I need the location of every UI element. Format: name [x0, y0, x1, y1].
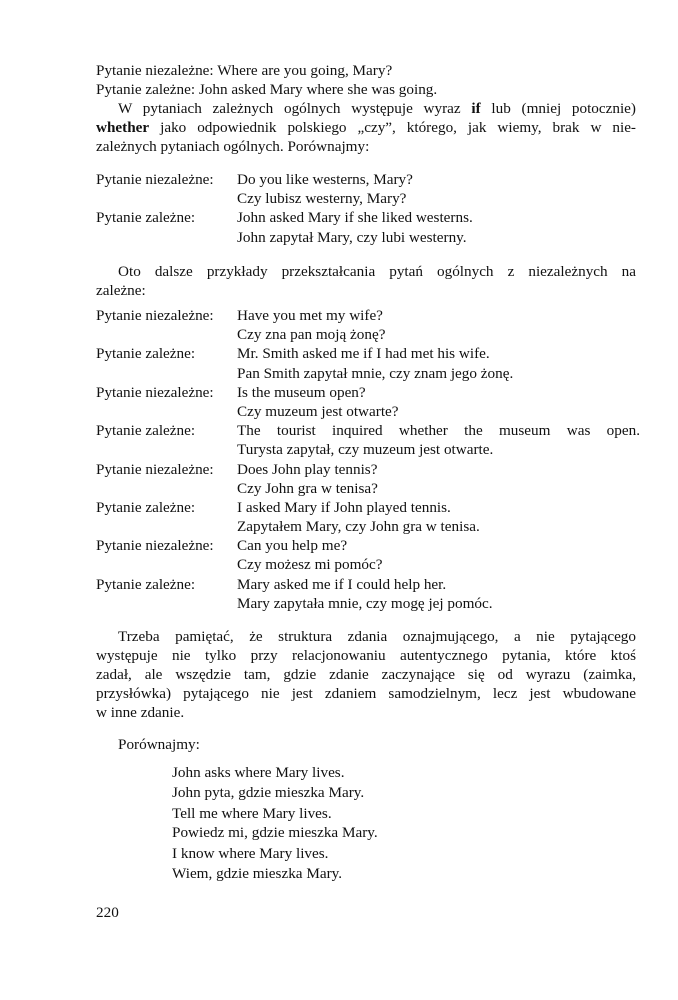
intro-section	[96, 61, 636, 156]
example-text: Mary asked me if I could help her.	[237, 575, 447, 593]
example-label	[96, 402, 237, 421]
compare-polish: Powiedz mi, gdzie mieszka Mary.	[172, 824, 378, 841]
intro-example-line	[96, 61, 636, 80]
example-text: Mr. Smith asked me if I had met his wife.	[237, 345, 490, 363]
example-label: Pytanie niezależne:	[96, 383, 214, 401]
example-text: Czy John gra w tenisa?	[237, 479, 378, 497]
example-label: Pytanie zależne:	[96, 81, 196, 98]
example-text: I asked Mary if John played tennis.	[237, 498, 451, 516]
paragraph-line: w inne zdanie.	[96, 704, 185, 721]
example-row	[96, 440, 640, 459]
example-row	[96, 228, 640, 247]
example-row	[96, 575, 640, 594]
example-row	[96, 208, 640, 227]
example-label: Pytanie zależne:	[96, 345, 196, 363]
paragraph-line: W pytaniach zależnych ogólnych występuje wyraz if lub (mniej potocznie)	[118, 100, 636, 117]
example-label	[96, 517, 237, 536]
example-text: Mary zapytała mnie, czy mogę jej pomóc.	[237, 594, 493, 612]
example-label	[96, 440, 237, 459]
example-text: John zapytał Mary, czy lubi westerny.	[237, 228, 467, 246]
paragraph-line: zależne:	[96, 282, 146, 299]
example-text: Czy lubisz westerny, Mary?	[237, 190, 407, 208]
paragraph-line: Oto dalsze przykłady przekształcania pytań ogólnych z niezależnych na	[118, 263, 636, 280]
example-text: Do you like westerns, Mary?	[237, 171, 413, 188]
paragraph-line: zależnych pytaniach ogólnych. Porównajmy:	[96, 138, 370, 155]
example-label	[96, 364, 237, 383]
example-table-2	[96, 306, 640, 613]
page-number: 220	[96, 904, 119, 921]
compare-heading-block	[96, 735, 636, 754]
example-row	[96, 517, 640, 536]
example-text: Is the museum open?	[237, 383, 366, 401]
example-row	[96, 594, 640, 613]
example-label: Pytanie zależne:	[96, 209, 196, 227]
example-table-1	[96, 170, 640, 247]
example-label	[96, 555, 237, 574]
example-label	[96, 325, 237, 344]
example-row	[96, 306, 640, 325]
example-row	[96, 460, 640, 479]
example-label: Pytanie zależne:	[96, 575, 196, 593]
example-label: Pytanie niezależne:	[96, 537, 214, 555]
compare-english: Tell me where Mary lives.	[172, 804, 332, 822]
example-row	[96, 189, 640, 208]
compare-heading: Porównajmy:	[118, 736, 200, 753]
example-text: John asked Mary where she was going.	[198, 81, 438, 98]
example-text: Zapytałem Mary, czy John gra w tenisa.	[237, 518, 480, 536]
example-text: The tourist inquired whether the museum was open.	[237, 422, 640, 440]
example-text: Czy możesz mi pomóc?	[237, 556, 383, 574]
example-text: Have you met my wife?	[237, 307, 383, 324]
keyword-whether: whether	[96, 119, 150, 136]
example-row	[96, 498, 640, 517]
example-row	[96, 364, 640, 383]
example-row	[96, 555, 640, 574]
example-label: Pytanie niezależne:	[96, 62, 214, 79]
example-text: Pan Smith zapytał mnie, czy znam jego żonę.	[237, 364, 514, 382]
example-label: Pytanie niezależne:	[96, 171, 214, 188]
example-label	[96, 594, 237, 613]
example-row	[96, 421, 640, 440]
example-label	[96, 228, 237, 247]
example-row	[96, 479, 640, 498]
paragraph-line: zadał, ale wszędzie tam, gdzie zdanie zaczynające się od wyrazu (zaimka,	[96, 666, 636, 683]
example-row	[96, 402, 640, 421]
intro-example-line	[96, 80, 636, 99]
example-label: Pytanie zależne:	[96, 422, 196, 440]
compare-list	[172, 763, 378, 883]
compare-polish: Wiem, gdzie mieszka Mary.	[172, 864, 343, 882]
example-text: Does John play tennis?	[237, 460, 378, 478]
example-label: Pytanie niezależne:	[96, 460, 214, 478]
example-row	[96, 536, 640, 555]
paragraph-line: whether jako odpowiednik polskiego „czy”, którego, jak wiemy, brak w nie-	[96, 119, 636, 136]
paragraph-line: przysłówka) pytającego nie jest zdaniem samodzielnym, lecz jest wbudowane	[96, 685, 636, 702]
example-text: Turysta zapytał, czy muzeum jest otwarte.	[237, 441, 494, 459]
example-text: Czy zna pan moją żonę?	[237, 326, 386, 344]
example-label: Pytanie zależne:	[96, 498, 196, 516]
paragraph-2	[96, 262, 636, 300]
compare-polish: John pyta, gdzie mieszka Mary.	[172, 783, 365, 801]
example-row	[96, 344, 640, 363]
example-text: Czy muzeum jest otwarte?	[237, 402, 399, 420]
paragraph-line: występuje nie tylko przy relacjonowaniu autentycznego pytania, które ktoś	[96, 647, 636, 664]
example-label	[96, 479, 237, 498]
paragraph-3	[96, 627, 636, 722]
compare-english: I know where Mary lives.	[172, 845, 329, 862]
compare-english: John asks where Mary lives.	[172, 764, 345, 781]
example-row	[96, 325, 640, 344]
example-label: Pytanie niezależne:	[96, 307, 214, 324]
example-row	[96, 383, 640, 402]
example-text: John asked Mary if she liked westerns.	[237, 209, 473, 227]
example-text: Where are you going, Mary?	[217, 62, 393, 79]
keyword-if: if	[471, 100, 481, 117]
example-label	[96, 189, 237, 208]
paragraph-line: Trzeba pamiętać, że struktura zdania oznajmującego, a nie pytającego	[118, 628, 636, 645]
example-text: Can you help me?	[237, 537, 348, 555]
example-row	[96, 170, 640, 189]
